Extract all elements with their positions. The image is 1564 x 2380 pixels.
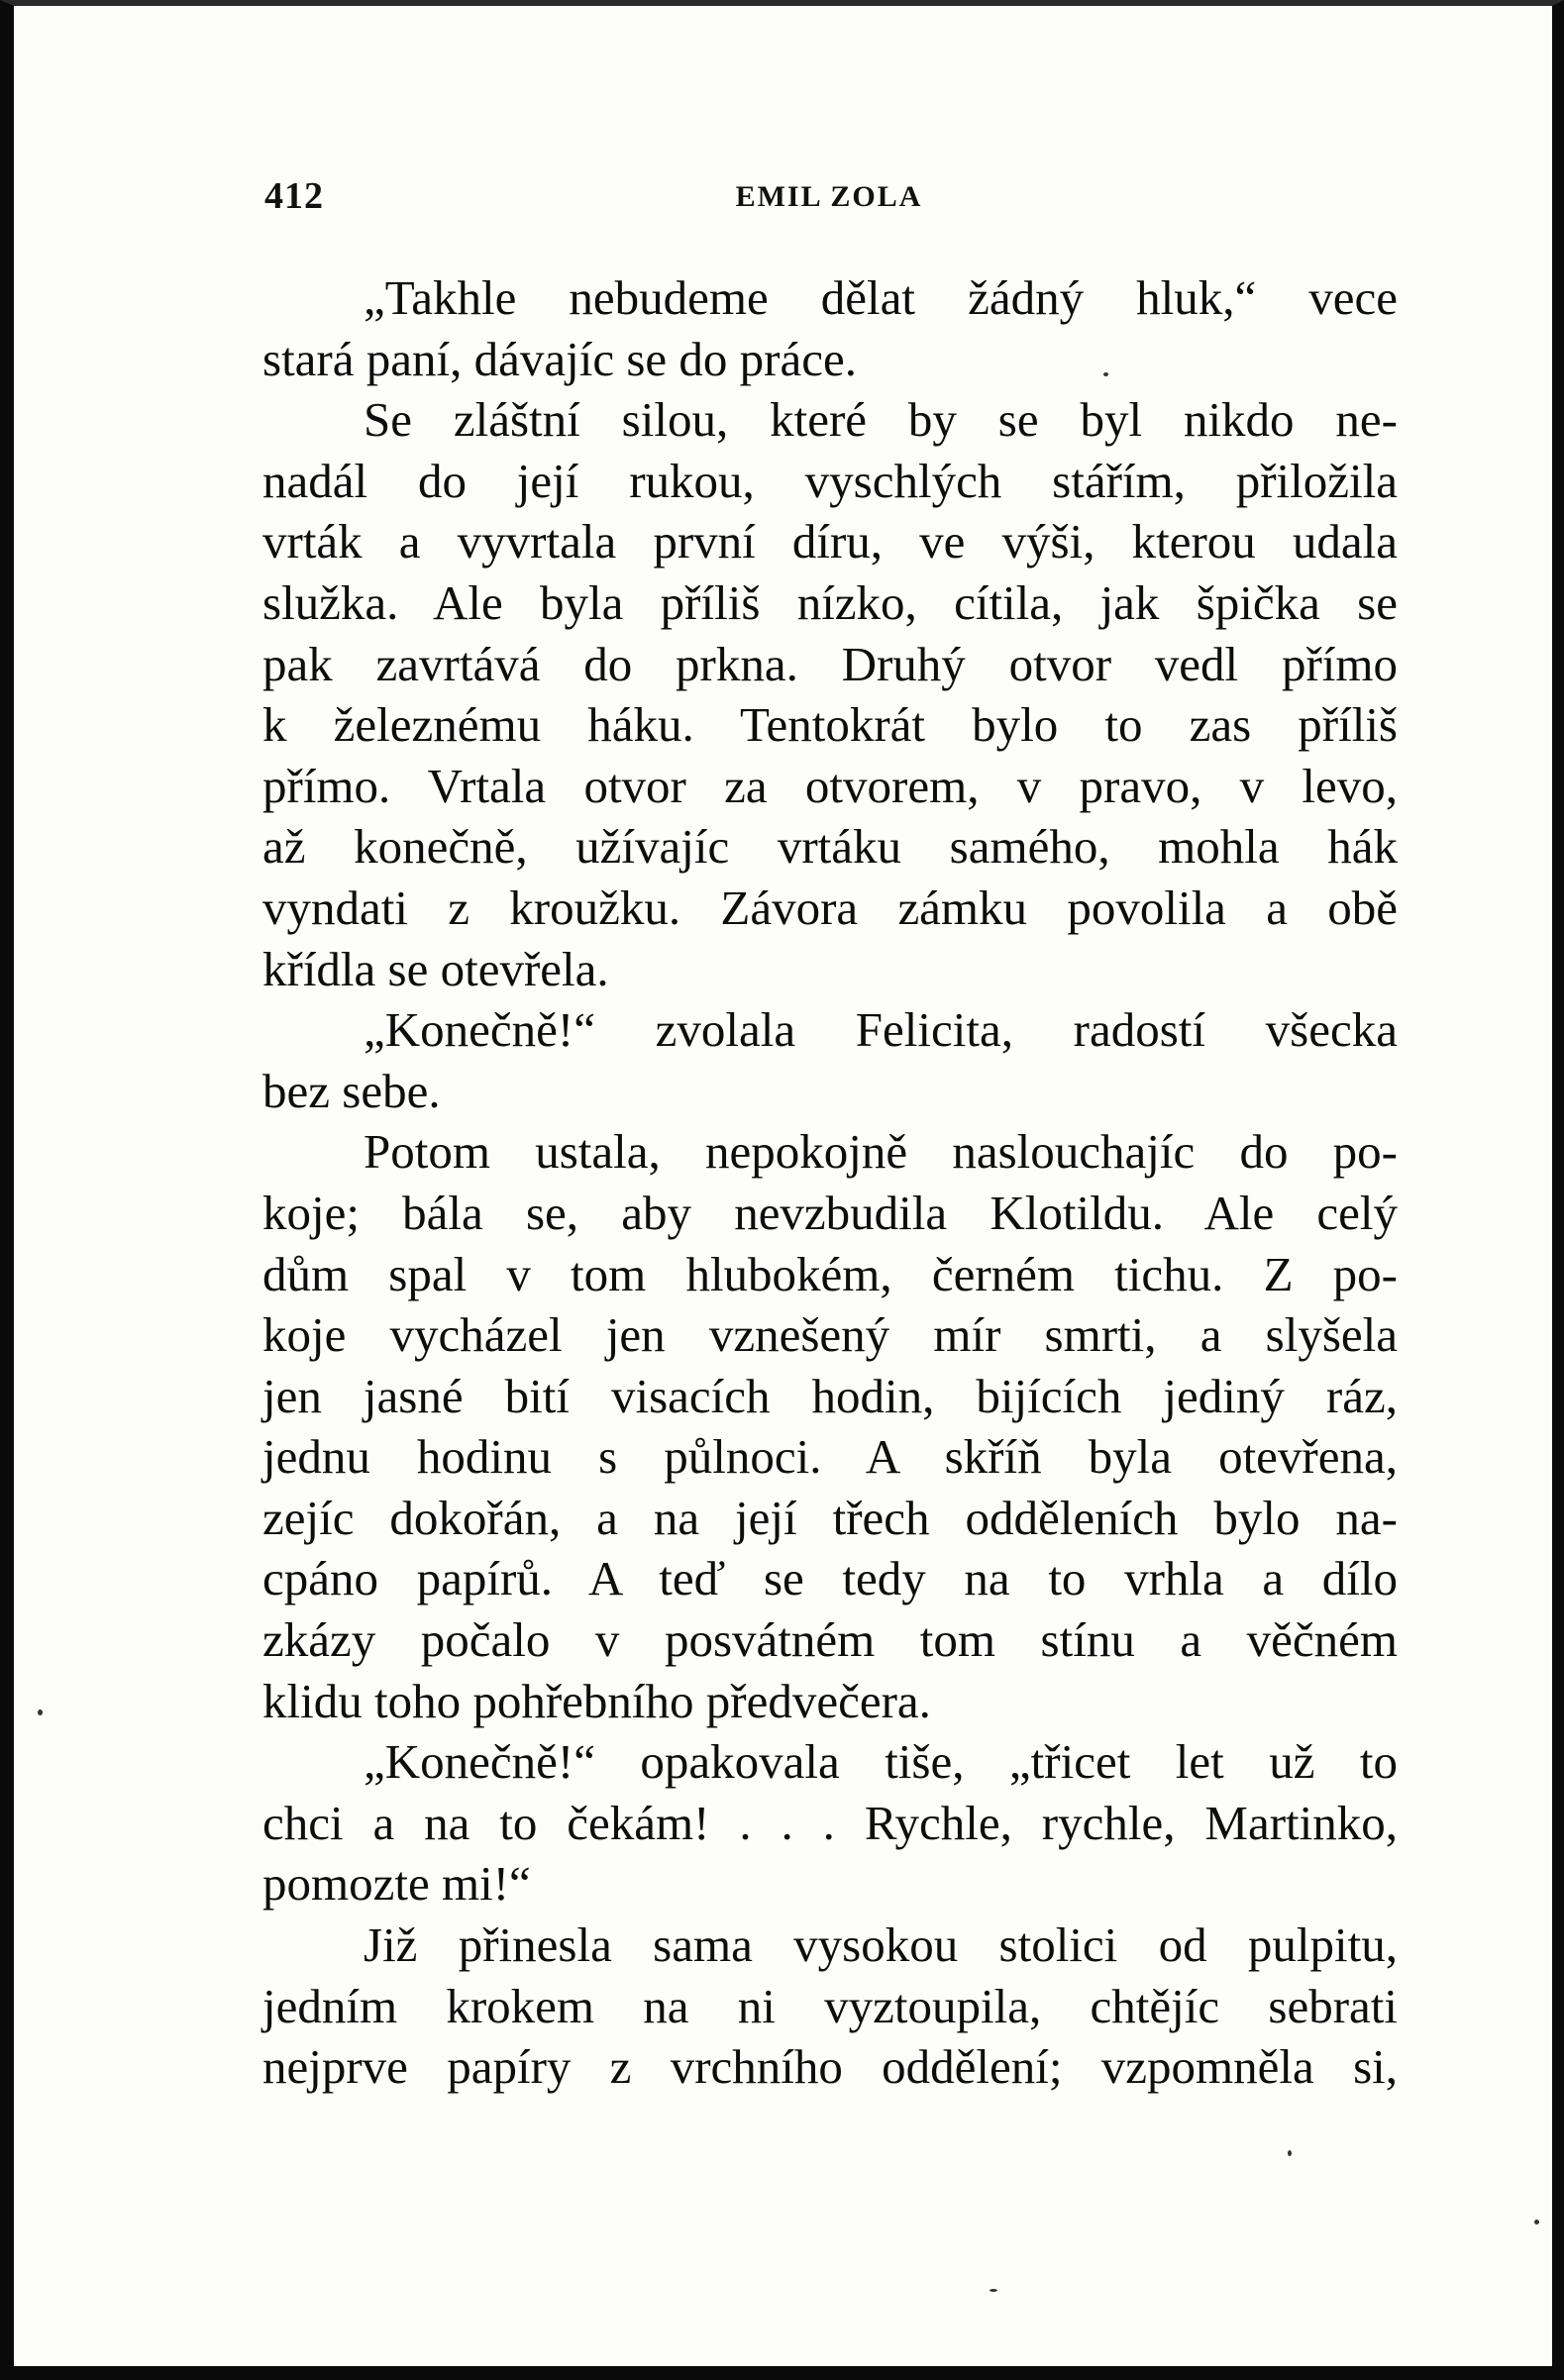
running-head: EMIL ZOLA xyxy=(735,180,923,213)
text-line: zkázy počalo v posvátném tom stínu a věčném xyxy=(262,1612,1398,1668)
text-line: jen jasné bití visacích hodin, bijících jediný ráz, xyxy=(262,1368,1398,1423)
text-line: pomozte mi!“ xyxy=(262,1856,531,1912)
text-line: pak zavrtává do prkna. Druhý otvor vedl přímo xyxy=(262,636,1398,691)
text-line: jedním krokem na ni vyztoupila, chtějíc sebrati xyxy=(262,1978,1398,2033)
text-line: Potom ustala, nepokojně naslouchajíc do po- xyxy=(364,1124,1398,1180)
text-line: cpáno papírů. A teď se tedy na to vrhla a dílo xyxy=(262,1551,1398,1606)
dust-speck xyxy=(38,1709,43,1715)
text-line: nadál do její rukou, vyschlých stářím, přiložila xyxy=(262,453,1398,508)
text-line: zejíc dokořán, a na její třech odděleních bylo na- xyxy=(262,1490,1398,1545)
text-line: Již přinesla sama vysokou stolici od pulpitu, xyxy=(364,1917,1398,1973)
dust-speck xyxy=(1534,2220,1539,2225)
text-line: až konečně, užívajíc vrtáku samého, mohla hák xyxy=(262,819,1398,875)
text-line: služka. Ale byla příliš nízko, cítila, jak špička se xyxy=(262,574,1398,630)
text-line: křídla se otevřela. xyxy=(262,941,609,996)
text-line: přímo. Vrtala otvor za otvorem, v pravo, v levo, xyxy=(262,758,1398,813)
page-header xyxy=(264,174,1394,224)
text-line: koje; bála se, aby nevzbudila Klotildu. Ale celý xyxy=(262,1185,1398,1240)
text-line: k železnému háku. Tentokrát bylo to zas příliš xyxy=(262,697,1398,753)
text-line: vyndati z kroužku. Závora zámku povolila a obě xyxy=(262,880,1398,935)
text-line: „Konečně!“ zvolala Felicita, radostí všecka xyxy=(364,1002,1398,1058)
text-line: nejprve papíry z vrchního oddělení; vzpomněla si, xyxy=(262,2039,1398,2095)
body-text xyxy=(262,267,1398,2098)
text-line: stará paní, dávajíc se do práce. xyxy=(262,331,857,386)
page-number: 412 xyxy=(264,175,324,217)
text-line: klidu toho pohřebního předvečera. xyxy=(262,1673,931,1728)
text-line: koje vycházel jen vznešený mír smrti, a slyšela xyxy=(262,1307,1398,1363)
dust-speck xyxy=(1103,372,1108,376)
text-line: „Takhle nebudeme dělat žádný hluk,“ vece xyxy=(364,270,1398,325)
dust-speck xyxy=(1288,2150,1292,2156)
text-line: chci a na to čekám! . . . Rychle, rychle, Martinko, xyxy=(262,1795,1398,1850)
dust-speck xyxy=(990,2289,997,2292)
text-line: jednu hodinu s půlnoci. A skříň byla otevřena, xyxy=(262,1429,1398,1485)
text-line: dům spal v tom hlubokém, černém tichu. Z po- xyxy=(262,1246,1398,1301)
text-line: bez sebe. xyxy=(262,1063,441,1118)
text-line: Se zláštní silou, které by se byl nikdo ne- xyxy=(364,392,1398,448)
text-line: vrták a vyvrtala první díru, ve výši, kterou udala xyxy=(262,514,1398,569)
text-line: „Konečně!“ opakovala tiše, „třicet let už to xyxy=(364,1734,1398,1790)
